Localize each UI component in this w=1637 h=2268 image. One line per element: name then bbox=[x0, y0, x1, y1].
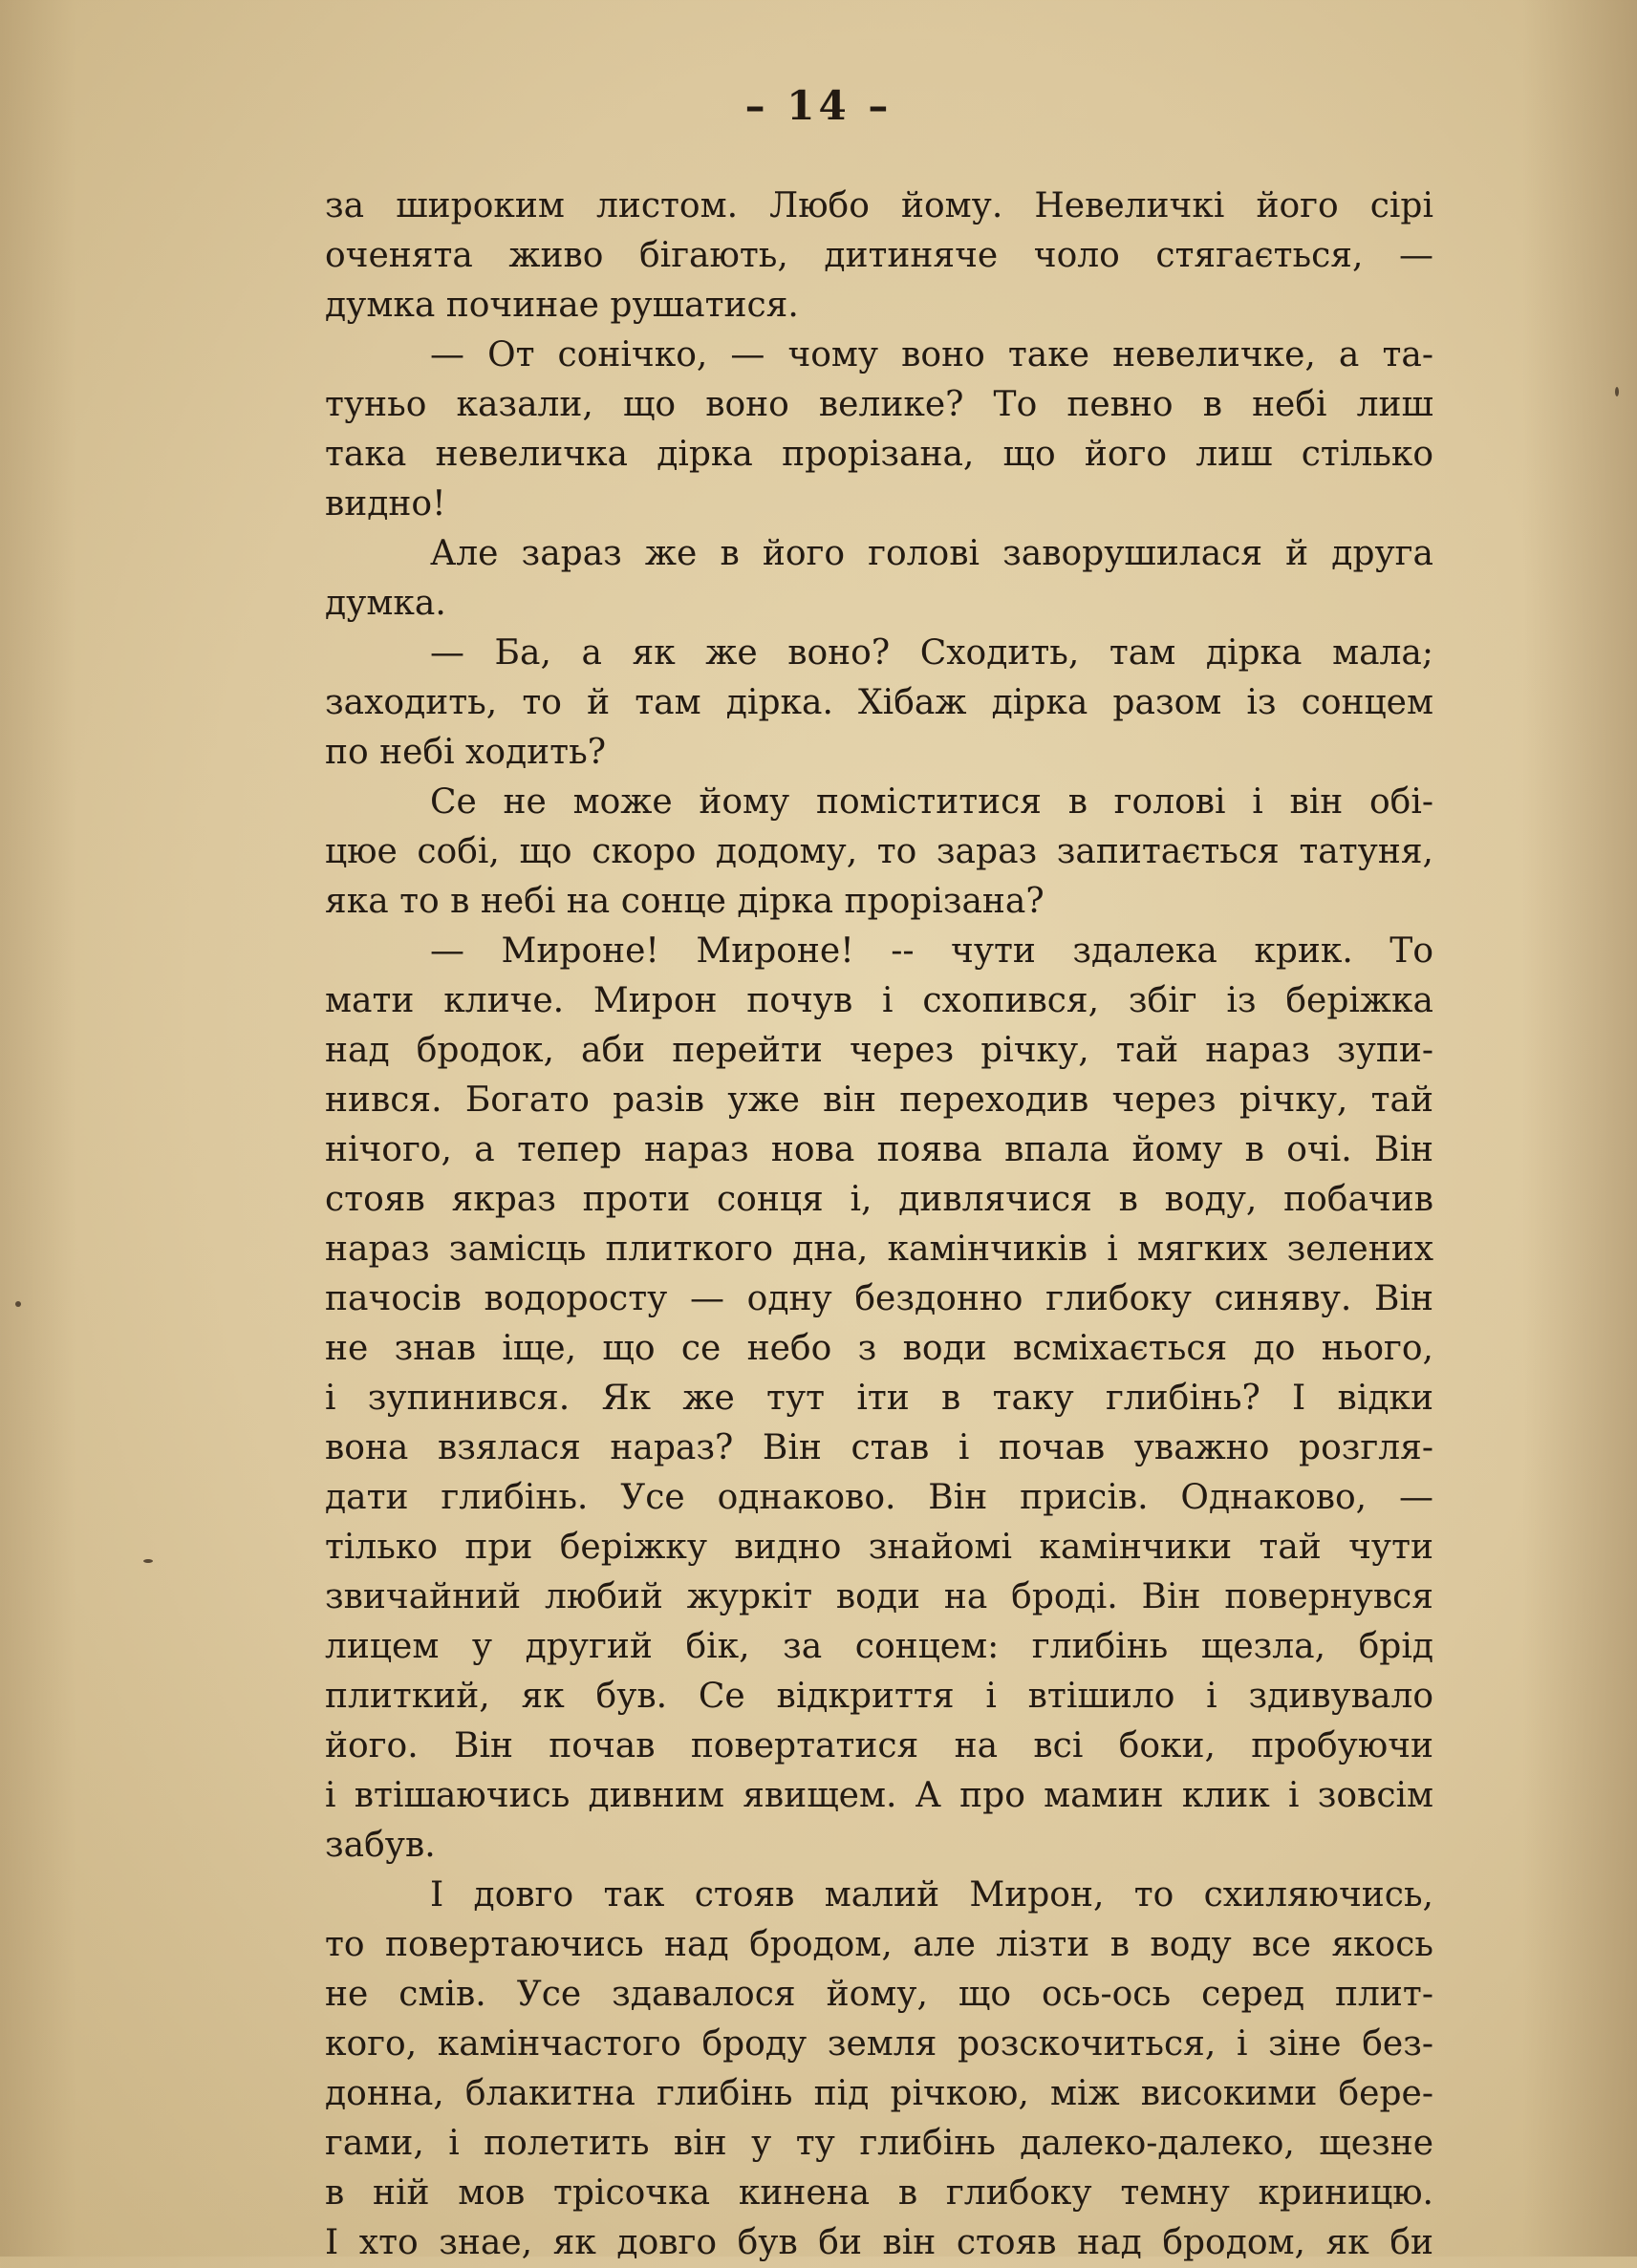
text-line: нараз замісць плиткого дна, камінчиків і мягких зелених bbox=[325, 1230, 1433, 1269]
text-line: яка то в небі на сонце дірка прорізана? bbox=[325, 882, 1045, 921]
text-line: нічого, а тепер нараз нова поява впала йому в очі. Він bbox=[325, 1130, 1433, 1169]
paper-speck bbox=[15, 1301, 21, 1307]
text-line: Се не може йому поміститися в голові і він обі- bbox=[430, 782, 1433, 822]
text-line: то повертаючись над бродом, але лізти в воду все якось bbox=[325, 1925, 1433, 1964]
body-text bbox=[325, 182, 1433, 2268]
text-line: його. Він почав повертатися на всі боки, пробуючи bbox=[325, 1726, 1433, 1765]
text-line: плиткий, як був. Се відкриття і втішило і здивувало bbox=[325, 1677, 1433, 1716]
text-line: Але зараз же в його голові заворушилася й друга bbox=[430, 534, 1433, 573]
text-line: туньо казали, що воно велике? То певно в небі лиш bbox=[325, 385, 1433, 424]
text-line: оченята живо бігають, дитиняче чоло стягається, — bbox=[325, 236, 1433, 275]
text-line: — Ба, а як же воно? Сходить, там дірка мала; bbox=[430, 633, 1433, 673]
text-line: І довго так стояв малий Мирон, то схиляючись, bbox=[430, 1875, 1433, 1915]
text-line: така невеличка дірка прорізана, що його лиш стілько bbox=[325, 435, 1433, 474]
text-line: і втішаючись дивним явищем. А про мамин клик і зовсім bbox=[325, 1776, 1433, 1815]
text-line: нився. Богато разів уже він переходив через річку, тай bbox=[325, 1081, 1433, 1120]
text-line: І хто знае, як довго був би він стояв над бродом, як би bbox=[325, 2223, 1433, 2262]
text-line: гами, і полетить він у ту глибінь далеко-далеко, щезне bbox=[325, 2124, 1433, 2163]
text-line: мати кличе. Мирон почув і схопився, збіг із беріжка bbox=[325, 981, 1433, 1020]
paper-speck bbox=[1615, 387, 1619, 396]
text-line: в ній мов трісочка кинена в глибоку темну криницю. bbox=[325, 2173, 1433, 2213]
text-line: — От сонічко, — чому воно таке невеличке, а та- bbox=[430, 335, 1433, 374]
text-line: за широким листом. Любо йому. Невеличкі його сірі bbox=[325, 186, 1433, 225]
text-line: тілько при беріжку видно знайомі камінчики тай чути bbox=[325, 1528, 1433, 1567]
text-line: над бродок, аби перейти через річку, тай нараз зупи- bbox=[325, 1031, 1433, 1070]
text-line: стояв якраз проти сонця і, дивлячися в воду, побачив bbox=[325, 1180, 1433, 1219]
text-line: — Мироне! Мироне! -- чути здалека крик. То bbox=[430, 931, 1433, 971]
paper-speck bbox=[143, 1559, 153, 1563]
text-line: по небі ходить? bbox=[325, 733, 606, 772]
page-shadow-right bbox=[1522, 0, 1637, 2257]
text-line: думка починае рушатися. bbox=[325, 286, 799, 325]
text-line: видно! bbox=[325, 484, 446, 524]
text-line: звичайний любий журкіт води на броді. Він повернувся bbox=[325, 1577, 1433, 1616]
text-line: дати глибінь. Усе однаково. Він присів. Однаково, — bbox=[325, 1478, 1433, 1517]
text-line: донна, блакитна глибінь під річкою, між високими бере- bbox=[325, 2074, 1433, 2113]
text-line: лицем у другий бік, за сонцем: глибінь щезла, брід bbox=[325, 1627, 1433, 1666]
text-line: кого, камінчастого броду земля розскочиться, і зіне без- bbox=[325, 2024, 1433, 2064]
text-line: і зупинився. Як же тут іти в таку глибінь? І відки bbox=[325, 1379, 1433, 1418]
text-line: вона взялася нараз? Він став і почав уважно розгля- bbox=[325, 1428, 1433, 1467]
page-shadow-left bbox=[0, 0, 76, 2257]
text-line: думка. bbox=[325, 584, 446, 623]
text-line: не смів. Усе здавалося йому, що ось-ось серед плит- bbox=[325, 1975, 1433, 2014]
text-line: забув. bbox=[325, 1826, 436, 1865]
text-line: не знав іще, що се небо з води всміхається до нього, bbox=[325, 1329, 1433, 1368]
text-line: пачосів водоросту — одну бездонно глибоку синяву. Він bbox=[325, 1279, 1433, 1318]
page-number: – 14 – bbox=[744, 82, 893, 129]
text-line: заходить, то й там дірка. Хібаж дірка разом із сонцем bbox=[325, 683, 1433, 722]
text-line: цюе собі, що скоро додому, то зараз запитається татуня, bbox=[325, 832, 1433, 871]
